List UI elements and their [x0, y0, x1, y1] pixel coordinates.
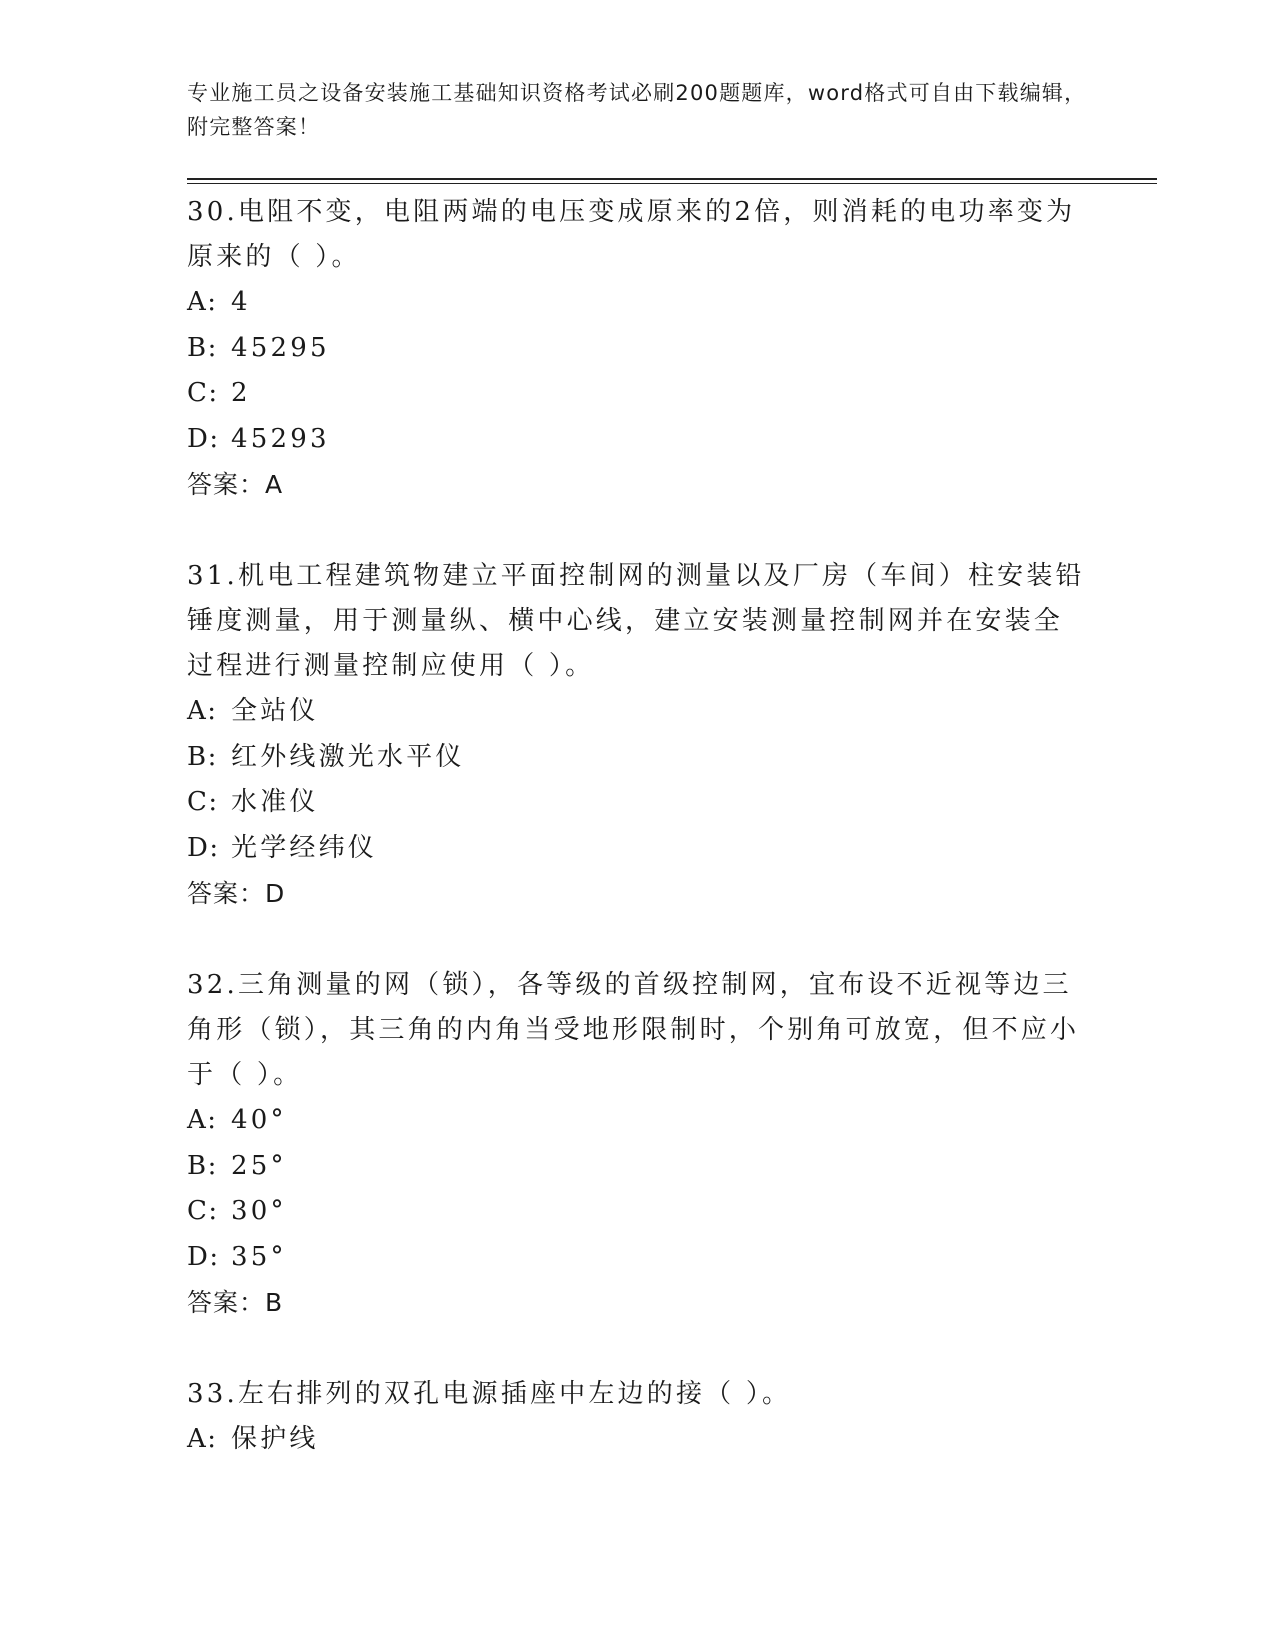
option-key: D: [187, 832, 220, 863]
option-text: 30° [231, 1196, 287, 1226]
option-key: B: [187, 741, 218, 772]
question-32 [187, 963, 1087, 1326]
option-b [187, 735, 1087, 781]
option-text: 4 [231, 287, 251, 317]
question-stem: 33.左右排列的双孔电源插座中左边的接（ ）。 [187, 1379, 792, 1409]
option-key: A: [187, 1424, 218, 1454]
document-header: 专业施工员之设备安装施工基础知识资格考试必刷200题题库，word格式可自由下载编辑，附完整答案！ [187, 81, 1087, 139]
option-key: D: [187, 1241, 220, 1272]
question-list [187, 190, 1087, 1509]
option-text: 2 [231, 378, 251, 408]
option-key: A: [187, 1105, 218, 1135]
option-a [187, 280, 1087, 326]
option-text: 35° [231, 1241, 287, 1272]
option-key: C: [187, 1196, 219, 1226]
option-b [187, 326, 1087, 372]
option-a [187, 1098, 1087, 1144]
question-30 [187, 190, 1087, 508]
option-text: 45293 [231, 423, 330, 454]
question-stem: 31.机电工程建筑物建立平面控制网的测量以及厂房（车间）柱安装铅锤度测量，用于测量纵、横中心线，建立安装测量控制网并在安装全过程进行测量控制应使用（ ）。 [187, 561, 1085, 681]
option-key: A: [187, 287, 218, 317]
option-text: 45295 [231, 332, 330, 363]
question-stem: 30.电阻不变，电阻两端的电压变成原来的2倍，则消耗的电功率变为原来的（ ）。 [187, 197, 1076, 272]
option-text: 水准仪 [231, 787, 319, 817]
option-text: 光学经纬仪 [231, 832, 378, 863]
question-stem: 32.三角测量的网（锁），各等级的首级控制网，宜布设不近视等边三角形（锁），其三角的内角当受地形限制时，个别角可放宽，但不应小于（ ）。 [187, 970, 1080, 1090]
answer-label: 答案：D [187, 879, 286, 908]
option-text: 保护线 [231, 1424, 319, 1454]
option-text: 40° [231, 1105, 287, 1135]
question-33 [187, 1372, 1087, 1463]
answer-label: 答案：B [187, 1288, 284, 1317]
header-divider-thin [187, 183, 1157, 184]
document-page [187, 0, 1157, 1650]
option-a [187, 689, 1087, 735]
option-text: 25° [231, 1150, 287, 1181]
option-d [187, 417, 1087, 463]
option-key: C: [187, 378, 219, 408]
option-key: A: [187, 696, 218, 726]
option-c [187, 780, 1087, 826]
option-b [187, 1144, 1087, 1190]
option-d [187, 826, 1087, 872]
option-text: 红外线激光水平仪 [231, 741, 465, 772]
option-text: 全站仪 [231, 696, 319, 726]
answer-label: 答案：A [187, 470, 284, 499]
question-31 [187, 554, 1087, 917]
option-key: B: [187, 1150, 218, 1181]
option-a [187, 1417, 1087, 1463]
option-key: D: [187, 423, 220, 454]
option-key: C: [187, 787, 219, 817]
option-key: B: [187, 332, 218, 363]
header-divider-thick [187, 178, 1157, 180]
option-c [187, 1189, 1087, 1235]
option-d [187, 1235, 1087, 1281]
option-c [187, 371, 1087, 417]
